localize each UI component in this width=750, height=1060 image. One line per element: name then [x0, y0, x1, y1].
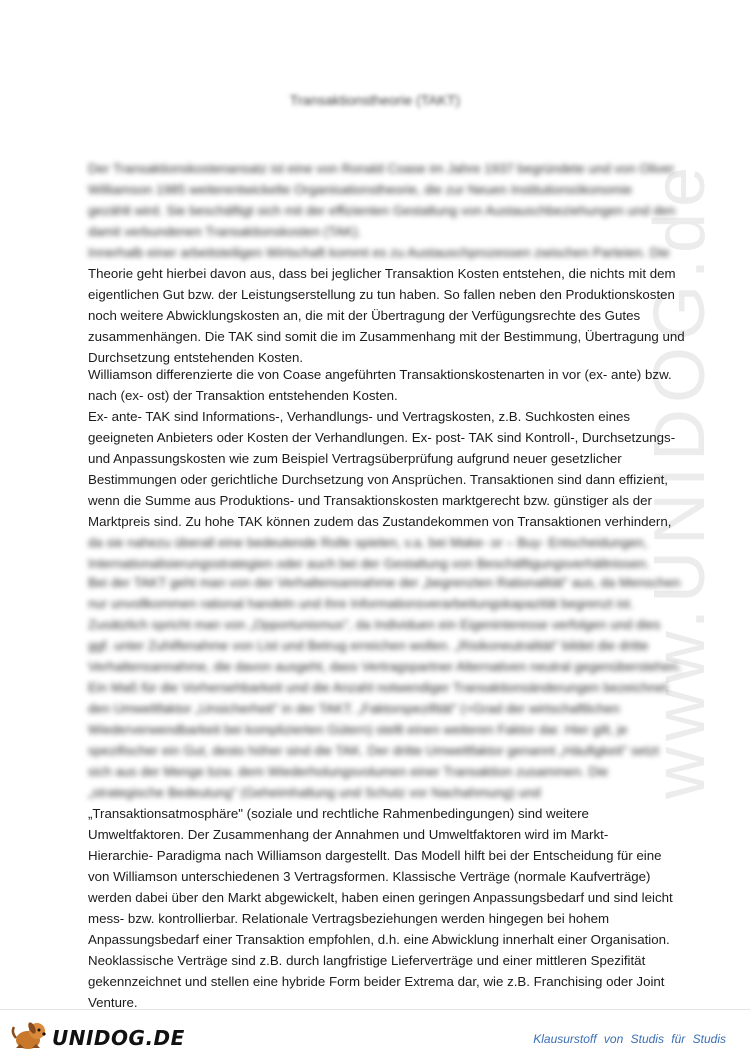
- text-line: gekennzeichnet und stellen eine hybride Form beider Extrema dar, wie z.B. Franchising oder Joint: [88, 974, 665, 989]
- text-line: Verhaltensannahme, die davon ausgeht, dass Vertragspartner Alternativen neutral gegenüberstehen.: [88, 659, 682, 674]
- paragraph-3-blurred: [88, 572, 682, 803]
- text-line: Ein Maß für die Vorhersehbarkeit und die Anzahl notwendiger Transaktionsänderungen bezeichnet: [88, 680, 668, 695]
- text-line: geeigneten Anbieters oder Kosten der Verhandlungen. Ex- post- TAK sind Kontroll-, Durchsetzungs-: [88, 430, 676, 445]
- text-line: Theorie geht hierbei davon aus, dass bei jeglicher Transaktion Kosten entstehen, die nichts mit dem: [88, 266, 676, 281]
- text-line: „strategische Bedeutung" (Geheimhaltung und Schutz vor Nachahmung) und: [88, 785, 541, 800]
- text-line: Anpassungsbedarf einer Transaktion empfohlen, d.h. eine Abwicklung innerhalt einer Organisation.: [88, 932, 670, 947]
- text-line: Venture.: [88, 995, 138, 1010]
- text-line: von Williamson unterschiedenen 3 Vertragsformen. Klassische Verträge (normale Kaufverträge): [88, 869, 651, 884]
- text-line: Williamson differenzierte die von Coase angeführten Transaktionskostenarten in vor (ex- ante) bzw.: [88, 367, 672, 382]
- unidog-logo[interactable]: [10, 1018, 185, 1057]
- text-line: Bestimmungen oder gerichtliche Durchsetzung von Ansprüchen. Transaktionen sind dann effizient,: [88, 472, 668, 487]
- dog-mascot-icon: [10, 1018, 50, 1057]
- text-line: und Anpassungskosten wie zum Beispiel Vertragsüberprüfung aufgrund neuer gesetzlicher: [88, 451, 622, 466]
- text-line: Neoklassische Verträge sind z.B. durch langfristige Lieferverträge und einer mittleren Spezifität: [88, 953, 646, 968]
- text-line: eigentlichen Gut bzw. der Leistungserstellung zu tun haben. So fallen neben den Produktionskosten: [88, 287, 675, 302]
- text-line: ggf. unter Zuhilfenahme von List und Betrug erreichen wollen. „Risikoneutralität" bildet die dritte: [88, 638, 649, 653]
- text-line: Marktpreis sind. Zu hohe TAK können zudem das Zustandekommen von Transaktionen verhindern,: [88, 514, 672, 529]
- text-line: nach (ex- ost) der Transaktion entstehenden Kosten.: [88, 388, 398, 403]
- text-line: gezählt wird. Sie beschäftigt sich mit der effizienten Gestaltung von Austauschbeziehungen und den: [88, 203, 676, 218]
- text-line: Hierarchie- Paradigma nach Williamson dargestellt. Das Modell hilft bei der Entscheidung für eine: [88, 848, 662, 863]
- logo-text: UNIDOG.DE: [52, 1025, 185, 1050]
- text-line: den Umweltfaktor „Unsicherheit" in der TAKT. „Faktorspezifität" (=Grad der wirtschaftlichen: [88, 701, 620, 716]
- paragraph-3-visible: [88, 803, 673, 1013]
- text-line: wenn die Summe aus Produktions- und Transaktionskosten marktgerecht bzw. günstiger als der: [88, 493, 652, 508]
- paragraph-2-visible: [88, 364, 676, 532]
- text-line: Innerhalb einer arbeitsteiligen Wirtschaft kommt es zu Austauschprozessen zwischen Parteien. Die: [88, 245, 670, 260]
- text-line: Williamson 1985 weiterentwickelte Organisationstheorie, die zur Neuen Institutionsökonomie: [88, 182, 632, 197]
- paragraph-1-blurred: [88, 158, 676, 263]
- text-line: zusammenhängen. Die TAK sind somit die im Zusammenhang mit der Bestimmung, Übertragung und: [88, 329, 685, 344]
- text-line: da sie nahezu überall eine bedeutende Rolle spielen, v.a. bei Make- or – Buy- Entscheidungen,: [88, 535, 648, 550]
- text-line: Internationalisierungsstrategien oder auch bei der Gestaltung von Beschäftigungsverhältnissen.: [88, 556, 650, 571]
- paragraph-3: [88, 572, 682, 1013]
- text-line: Bei der TAKT geht man von der Verhaltensannahme der „begrenzten Rationalität" aus, da Menschen: [88, 575, 681, 590]
- text-line: noch weitere Abwicklungskosten an, die mit der Übertragung der Verfügungsrechte des Gutes: [88, 308, 641, 323]
- paragraph-1-visible: [88, 263, 685, 368]
- page-footer: [0, 1009, 750, 1060]
- text-line: „Transaktionsatmosphäre" (soziale und rechtliche Rahmenbedingungen) sind weitere: [88, 806, 589, 821]
- text-line: Der Transaktionskostenansatz ist eine von Ronald Coase im Jahre 1937 begründete und von Oliver: [88, 161, 675, 176]
- footer-slogan: Klausurstoff von Studis für Studis: [533, 1032, 726, 1046]
- text-line: Wiederverwendbarkeit bei komplizierten Gütern) stellt einen weiteren Faktor dar. Hier gilt, je: [88, 722, 628, 737]
- watermark-text: www.UNIDOG.de: [640, 160, 721, 800]
- text-line: spezifischer ein Gut, desto höher sind die TAK. Der dritte Umweltfaktor genannt „Häufigkeit" setzt: [88, 743, 660, 758]
- text-line: werden dabei über den Markt abgewickelt, haben einen geringen Anpassungsbedarf und sind leicht: [88, 890, 673, 905]
- text-line: Durchsetzung entstehenden Kosten.: [88, 350, 304, 365]
- text-line: Umweltfaktoren. Der Zusammenhang der Annahmen und Umweltfaktoren wird im Markt-: [88, 827, 609, 842]
- text-line: Zusätzlich spricht man von „Opportunismus", da Individuen ein Eigeninteresse verfolgen und dies: [88, 617, 661, 632]
- text-line: Ex- ante- TAK sind Informations-, Verhandlungs- und Vertragskosten, z.B. Suchkosten eines: [88, 409, 631, 424]
- text-line: sich aus der Menge bzw. dem Wiederholungsvolumen einer Transaktion zusammen. Die: [88, 764, 609, 779]
- text-line: damit verbundenen Transaktionskosten (TAK).: [88, 224, 362, 239]
- paragraph-2: [88, 364, 676, 574]
- text-line: mess- bzw. kontrollierbar. Relationale Vertragsbeziehungen werden hingegen bei hohem: [88, 911, 610, 926]
- document-title: Transaktionstheorie (TAKT): [289, 92, 461, 108]
- text-line: nur unvollkommen rational handeln und ihre Informationsverarbeitungskapazität begrenzt ist.: [88, 596, 634, 611]
- paragraph-2-blurred: [88, 532, 668, 574]
- paragraph-1: [88, 158, 685, 368]
